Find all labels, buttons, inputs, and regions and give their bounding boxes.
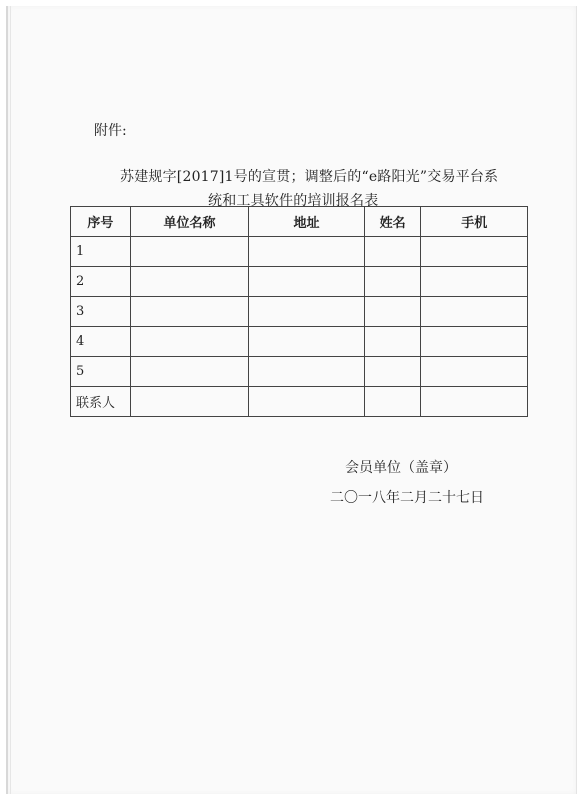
- paper-edge: [10, 6, 11, 794]
- member-unit-seal-label: 会员单位（盖章）: [345, 460, 457, 476]
- mobile-cell: [421, 327, 528, 357]
- header-unit-name: 单位名称: [130, 207, 248, 237]
- table-row: [71, 297, 528, 327]
- address-cell: [249, 267, 364, 297]
- row-serial: 5: [71, 357, 131, 387]
- address-cell: [249, 357, 364, 387]
- name-cell: [364, 237, 421, 267]
- row-serial: 2: [71, 267, 131, 297]
- name-cell: [364, 267, 421, 297]
- header-mobile: 手机: [421, 207, 528, 237]
- address-cell: [249, 297, 364, 327]
- document-date: 二〇一八年二月二十七日: [330, 490, 484, 506]
- form-title-line-2: 统和工具软件的培训报名表: [208, 193, 379, 209]
- table-row: [71, 327, 528, 357]
- row-serial: 3: [71, 297, 131, 327]
- name-cell: [364, 297, 421, 327]
- address-cell: [249, 387, 364, 417]
- mobile-cell: [421, 267, 528, 297]
- header-name: 姓名: [364, 207, 421, 237]
- row-serial: 4: [71, 327, 131, 357]
- table-row: [71, 357, 528, 387]
- unit-name-cell: [130, 237, 248, 267]
- unit-name-cell: [130, 327, 248, 357]
- header-address: 地址: [249, 207, 364, 237]
- table-row: [71, 267, 528, 297]
- table-row-contact: [71, 387, 528, 417]
- mobile-cell: [421, 387, 528, 417]
- unit-name-cell: [130, 267, 248, 297]
- mobile-cell: [421, 237, 528, 267]
- unit-name-cell: [130, 297, 248, 327]
- contact-person-label: 联系人: [71, 387, 131, 417]
- name-cell: [364, 327, 421, 357]
- attachment-label: 附件:: [94, 123, 127, 139]
- unit-name-cell: [130, 387, 248, 417]
- row-serial: 1: [71, 237, 131, 267]
- address-cell: [249, 237, 364, 267]
- table-row: [71, 237, 528, 267]
- name-cell: [364, 357, 421, 387]
- unit-name-cell: [130, 357, 248, 387]
- address-cell: [249, 327, 364, 357]
- registration-table: [70, 206, 528, 417]
- mobile-cell: [421, 297, 528, 327]
- table-header-row: [71, 207, 528, 237]
- name-cell: [364, 387, 421, 417]
- form-title-line-1: 苏建规字[2017]1号的宣贯；调整后的“e路阳光”交易平台系: [120, 169, 499, 185]
- mobile-cell: [421, 357, 528, 387]
- header-serial: 序号: [71, 207, 131, 237]
